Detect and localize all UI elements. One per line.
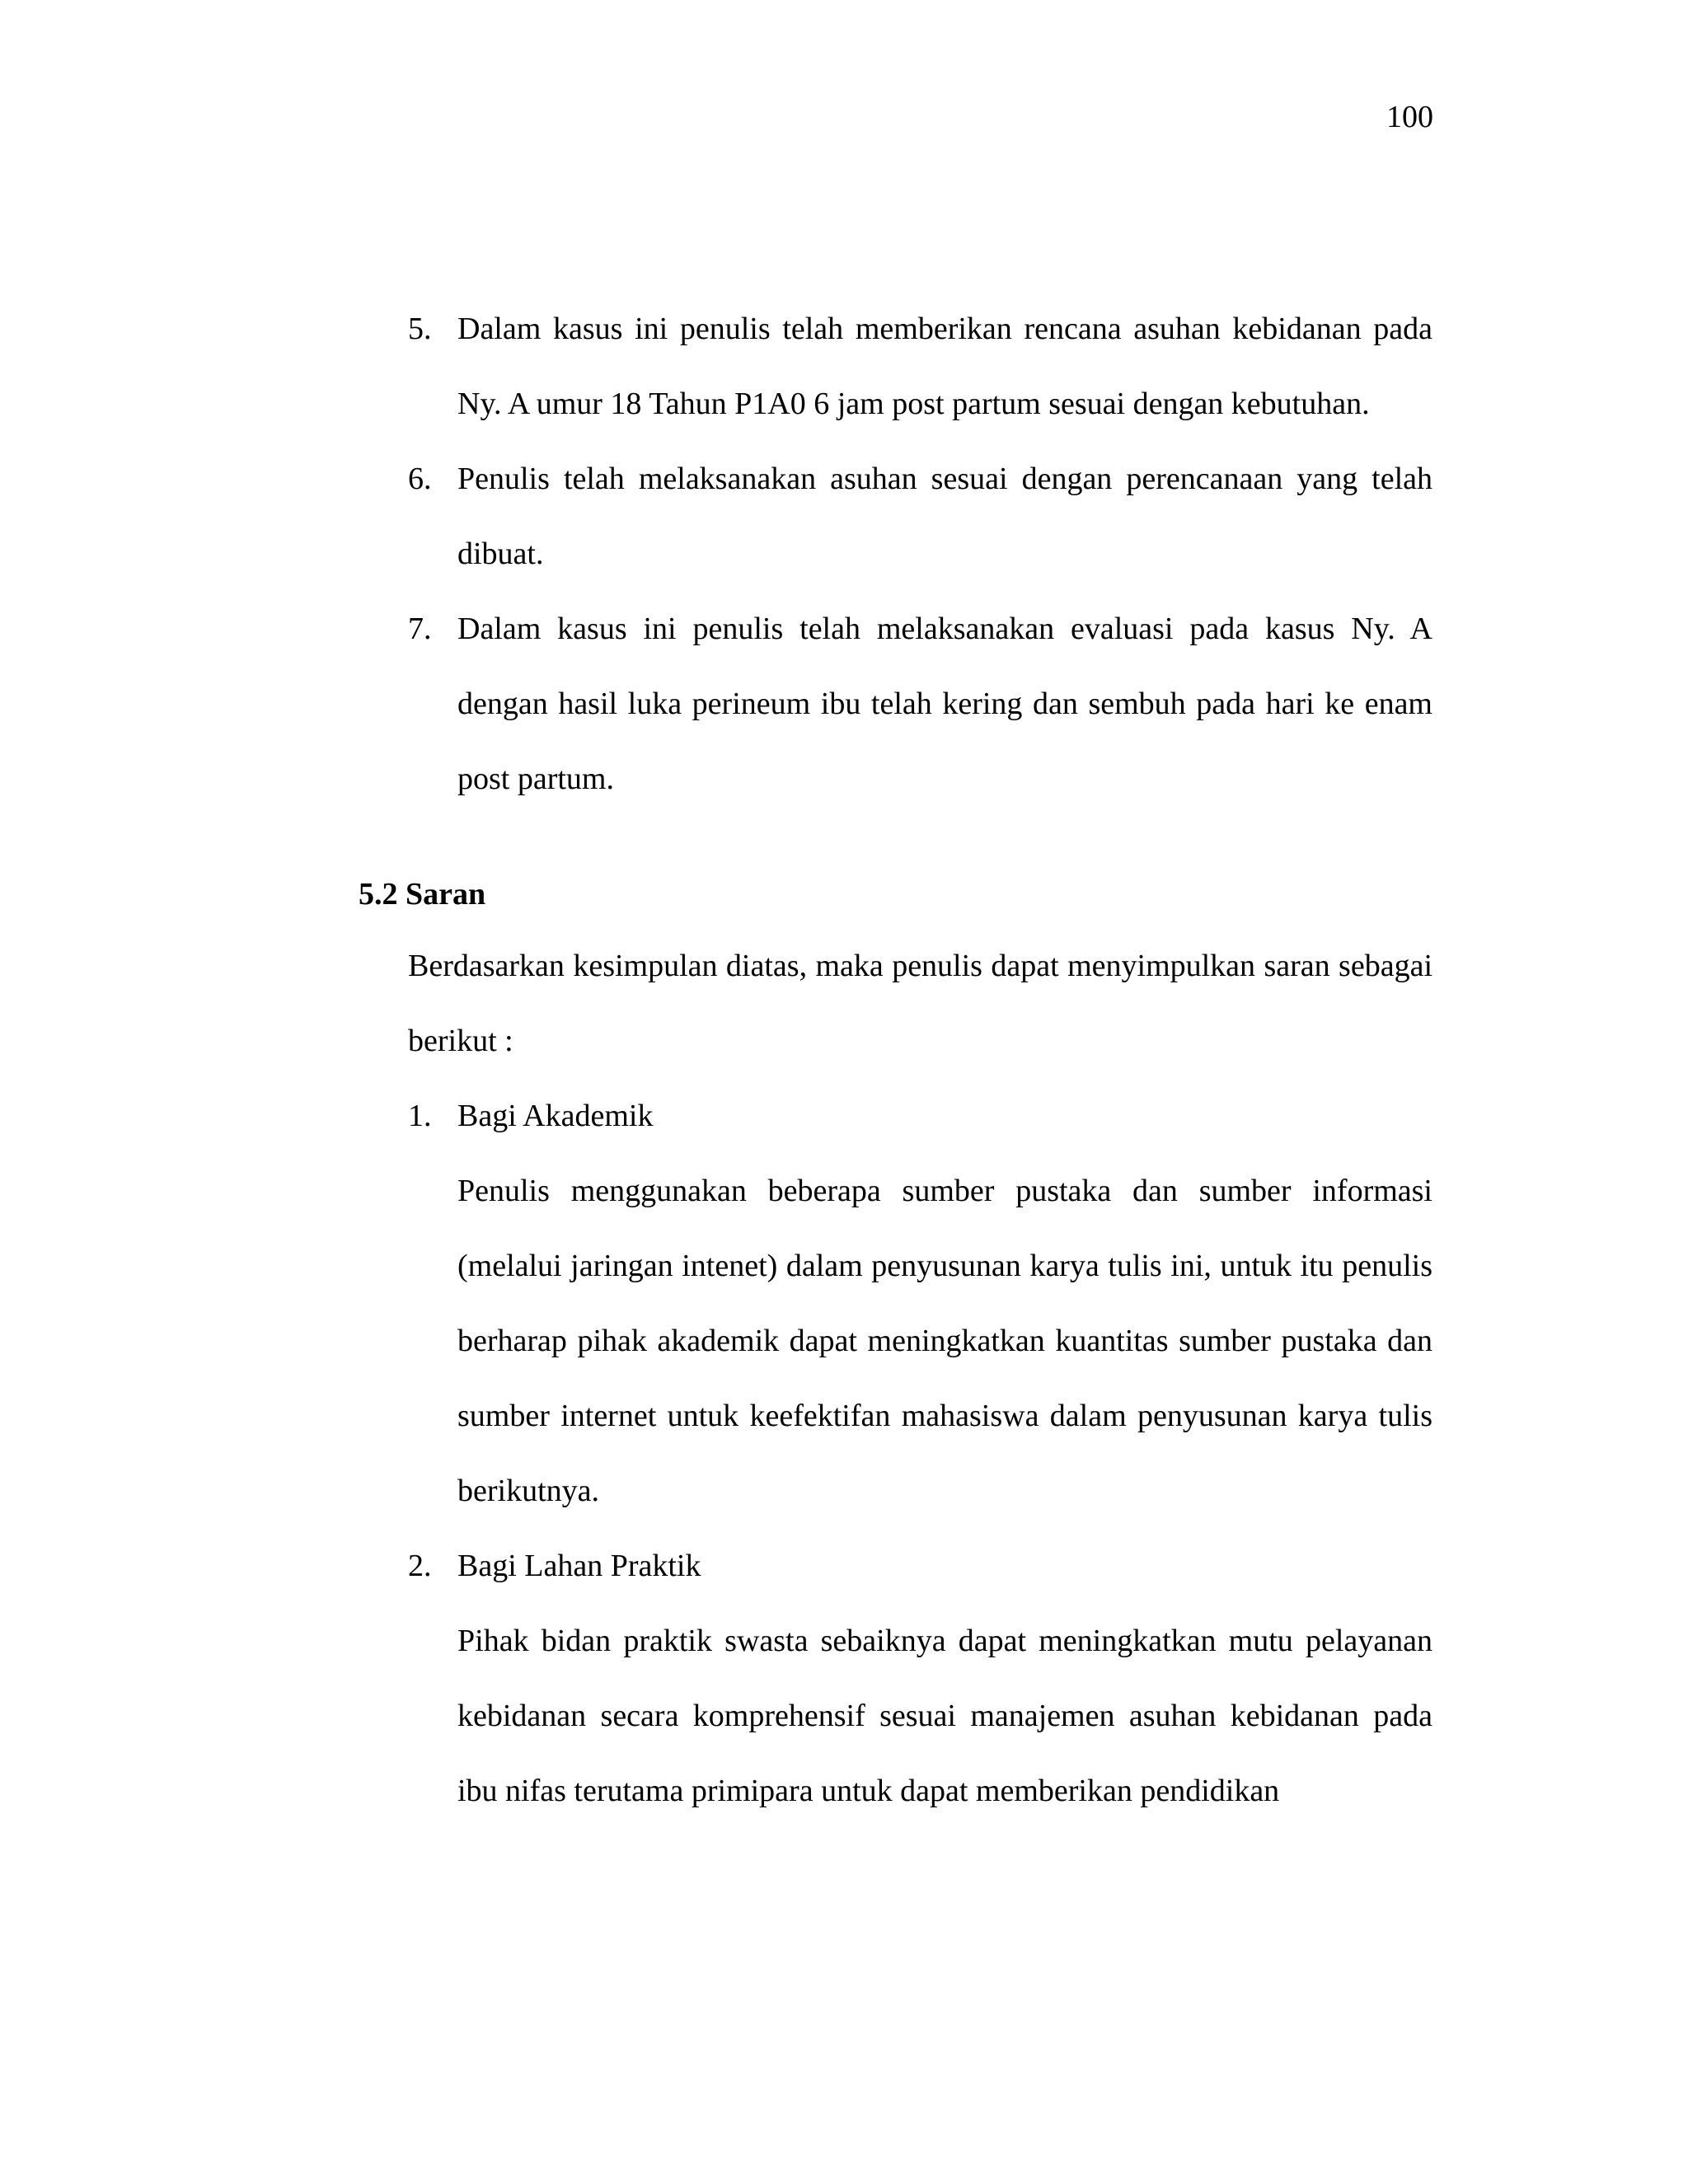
list-number: 6. (408, 462, 432, 496)
section-heading: 5.2 Saran (359, 877, 486, 912)
list-item-6 (408, 442, 1432, 592)
suggestion-text: Penulis menggunakan beberapa sumber pustaka dan sumber informasi (melalui jaringan intenet) dalam penyusunan karya tulis ini, untuk itu penulis berharap pihak akademik dapat meningkatkan kuantitas sumber pustaka dan sumber internet untuk keefektifan mahasiswa dalam penyusunan karya tulis berikutnya. (457, 1174, 1432, 1508)
suggestion-title: Bagi Lahan Praktik (457, 1549, 701, 1583)
list-number: 7. (408, 612, 432, 646)
suggestion-text: Pihak bidan praktik swasta sebaiknya dapat meningkatkan mutu pelayanan kebidanan secara komprehensif sesuai manajemen asuhan kebidanan pada ibu nifas terutama primipara untuk dapat memberikan pendidikan (457, 1624, 1432, 1808)
suggestion-title: Bagi Akademik (457, 1099, 654, 1133)
page-number: 100 (1386, 100, 1433, 134)
list-text: Penulis telah melaksanakan asuhan sesuai dengan perencanaan yang telah dibuat. (457, 462, 1432, 571)
list-text: Dalam kasus ini penulis telah melaksanakan evaluasi pada kasus Ny. A dengan hasil luka perineum ibu telah kering dan sembuh pada hari ke enam post partum. (457, 612, 1432, 796)
list-number: 1. (408, 1099, 432, 1133)
suggestion-item-1 (408, 1079, 1432, 1529)
suggestion-item-2 (408, 1529, 1432, 1829)
list-text: Dalam kasus ini penulis telah memberikan rencana asuhan kebidanan pada Ny. A umur 18 Tahun P1A0 6 jam post partum sesuai dengan kebutuhan. (457, 312, 1432, 421)
list-number: 5. (408, 312, 432, 346)
list-item-5 (408, 292, 1432, 442)
list-item-7 (408, 592, 1432, 817)
section-intro: Berdasarkan kesimpulan diatas, maka penulis dapat menyimpulkan saran sebagai berikut : (408, 949, 1432, 1058)
list-number: 2. (408, 1549, 432, 1583)
